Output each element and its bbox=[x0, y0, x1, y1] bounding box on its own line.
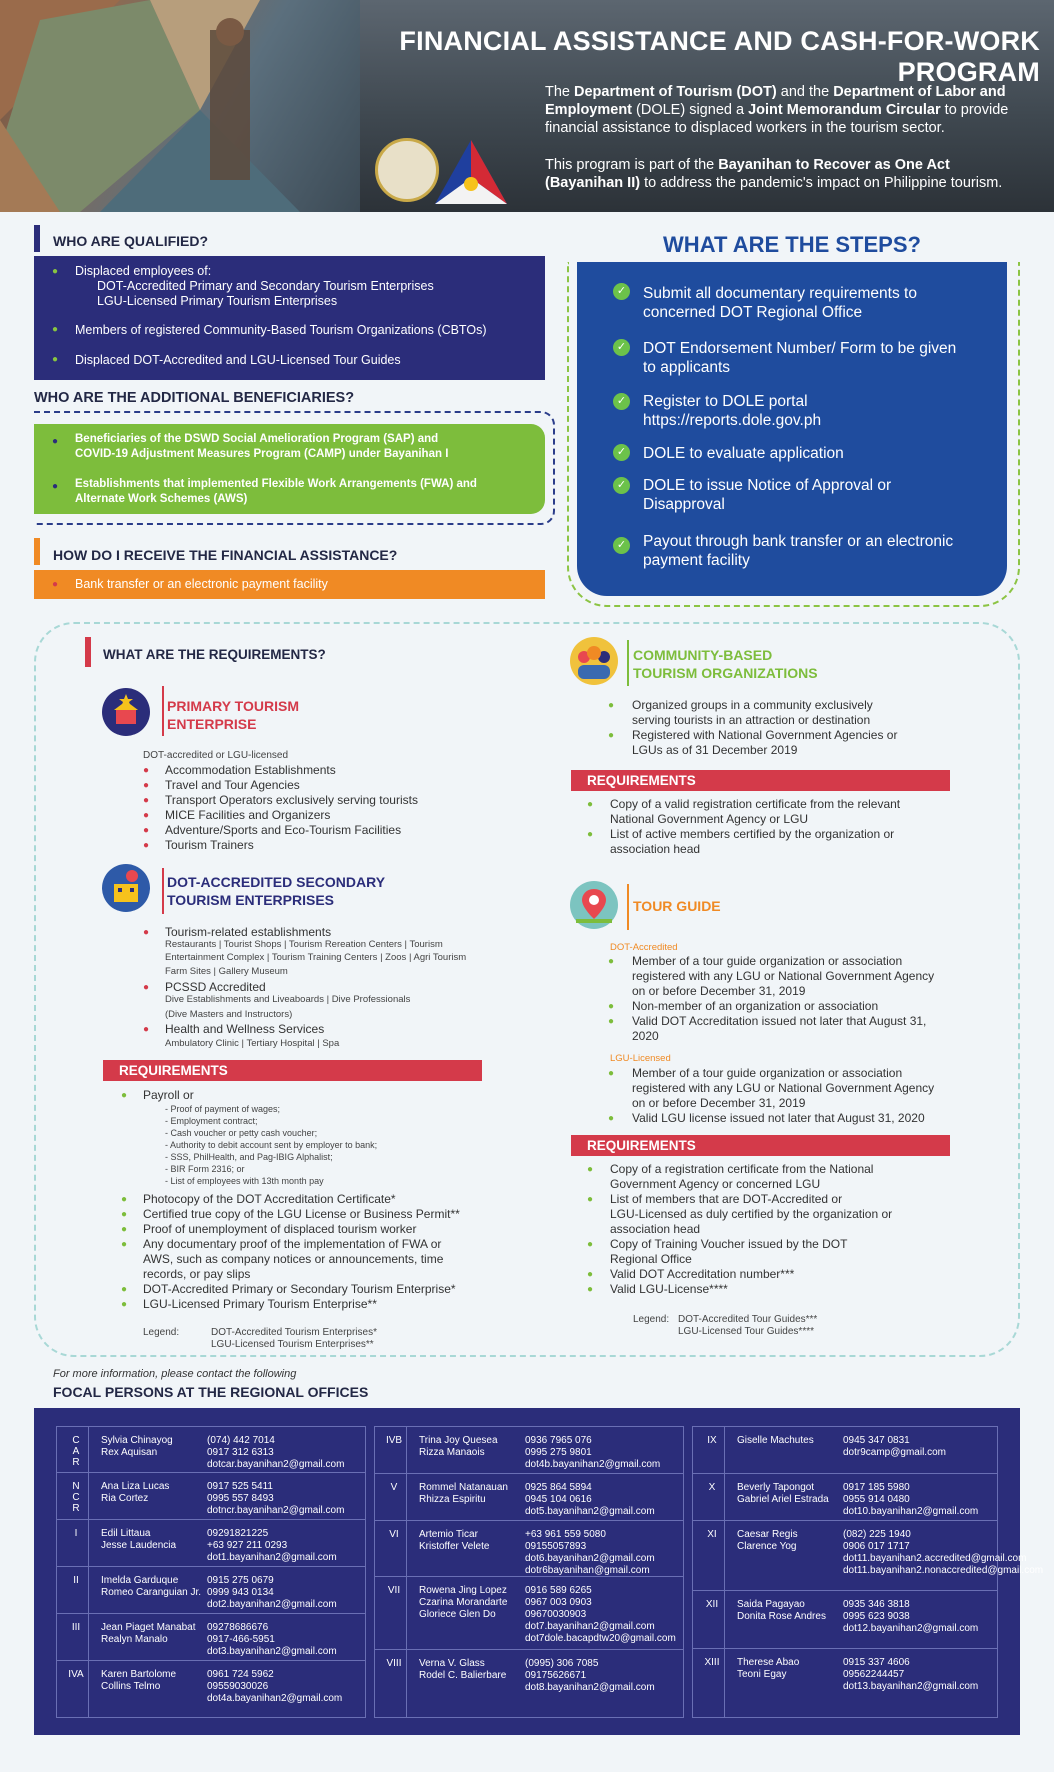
footer-title: FOCAL PERSONS AT THE REGIONAL OFFICES bbox=[53, 1384, 369, 1400]
focal-names: Caesar Regis Clarence Yog bbox=[737, 1529, 798, 1552]
secondary-title-1: DOT-ACCREDITED SECONDARY bbox=[167, 874, 386, 890]
payroll-sub-item: - Proof of payment of wages; bbox=[165, 1104, 281, 1114]
primary-item: Travel and Tour Agencies bbox=[165, 778, 300, 792]
primary-item: Tourism Trainers bbox=[165, 838, 254, 852]
focal-names: Edil Littaua Jesse Laudencia bbox=[101, 1528, 177, 1551]
guide-req-2b: LGU-Licensed as duly certified by the organization or bbox=[610, 1207, 893, 1221]
check-icon: ✓ bbox=[613, 393, 630, 410]
bullet-icon: ● bbox=[587, 1269, 594, 1280]
additional-beneficiaries-title: WHO ARE THE ADDITIONAL BENEFICIARIES? bbox=[34, 390, 355, 406]
header-photo-collage bbox=[0, 0, 360, 212]
bullet-icon: ● bbox=[121, 1299, 128, 1310]
additional-item-1b: COVID-19 Adjustment Measures Program (CAMP) under Bayanihan I bbox=[75, 448, 449, 460]
header-paragraph-1: The Department of Tourism (DOT) and the Department of Labor and Employment (DOLE) signed a Joint Memorandum Circular to provide financial assistance to displaced workers in the tourism sector. bbox=[545, 84, 1009, 136]
qualified-box bbox=[34, 256, 545, 380]
focal-row bbox=[57, 1427, 365, 1473]
qualified-item-1-sub-2: LGU-Licensed Primary Tourism Enterprises bbox=[97, 294, 338, 308]
payroll-sub-item: - Employment contract; bbox=[165, 1116, 258, 1126]
bullet-icon: ● bbox=[587, 829, 594, 840]
left-requirement-item: DOT-Accredited Primary or Secondary Tourism Enterprise* bbox=[143, 1282, 456, 1296]
bullet-icon: ● bbox=[143, 795, 150, 806]
bullet-icon: ● bbox=[608, 956, 615, 967]
focal-row bbox=[375, 1577, 683, 1650]
cbto-requirements-label: REQUIREMENTS bbox=[571, 770, 950, 791]
focal-column-2 bbox=[374, 1426, 684, 1718]
additional-item-2a: Establishments that implemented Flexible Work Arrangements (FWA) and bbox=[75, 478, 477, 490]
focal-column-3 bbox=[692, 1426, 1044, 1718]
dot-seal-logo bbox=[375, 138, 439, 202]
additional-beneficiaries-box bbox=[34, 424, 545, 514]
cbto-req-1b: National Government Agency or LGU bbox=[610, 812, 809, 826]
focal-names: Therese Abao Teoni Egay bbox=[737, 1657, 800, 1680]
left-legend-2: LGU-Licensed Tourism Enterprises** bbox=[211, 1339, 374, 1350]
receive-title: HOW DO I RECEIVE THE FINANCIAL ASSISTANCE? bbox=[53, 547, 398, 563]
bullet-icon: ● bbox=[143, 927, 150, 938]
region-code: IX bbox=[707, 1435, 717, 1446]
focal-contacts: 0961 724 5962 09559030026 dot4a.bayanihan2@gmail.com bbox=[207, 1669, 343, 1704]
focal-contacts: (082) 225 1940 0906 017 1717 dot11.bayanihan2.accredited@gmail.com dot11.bayanihan2.nonaccredited@gmail.com bbox=[843, 1529, 1044, 1576]
left-requirement-item: Proof of unemployment of displaced tourism worker bbox=[143, 1222, 417, 1236]
region-code: C A R bbox=[72, 1435, 80, 1468]
bullet-icon: ● bbox=[587, 1239, 594, 1250]
region-code: IVA bbox=[68, 1669, 84, 1680]
header-title: FINANCIAL ASSISTANCE AND CASH-FOR-WORK PROGRAM bbox=[399, 26, 1040, 87]
secondary-item-1: Tourism-related establishments bbox=[165, 925, 332, 939]
guide-dot-1a: Member of a tour guide organization or association bbox=[632, 954, 903, 968]
step-5: DOLE to issue Notice of Approval or Disapproval bbox=[643, 477, 892, 513]
guide-legend-1: DOT-Accredited Tour Guides*** bbox=[678, 1314, 818, 1325]
focal-row bbox=[375, 1650, 683, 1719]
left-requirement-item: Any documentary proof of the implementation of FWA or bbox=[143, 1237, 442, 1251]
qualified-accent-bar bbox=[34, 225, 40, 252]
focal-names: Jean Piaget Manabat Realyn Manalo bbox=[101, 1622, 196, 1645]
region-code: N C R bbox=[72, 1481, 80, 1514]
left-requirement-item: LGU-Licensed Primary Tourism Enterprise** bbox=[143, 1297, 377, 1311]
focal-contacts: 0916 589 6265 0967 003 0903 09670030903 dot7.bayanihan2@gmail.com dot7dole.bacapdtw20@gmail.com bbox=[525, 1585, 676, 1644]
region-code: IVB bbox=[385, 1435, 403, 1446]
payroll-sub-item: - Cash voucher or petty cash voucher; bbox=[165, 1128, 318, 1138]
bullet-icon: ● bbox=[143, 1024, 150, 1035]
bullet-icon: ● bbox=[121, 1239, 128, 1250]
secondary-item-2-detail-1: Dive Establishments and Liveaboards | Dive Professionals bbox=[165, 994, 411, 1005]
primary-title-1: PRIMARY TOURISM bbox=[167, 698, 299, 714]
bullet-icon: ● bbox=[143, 810, 150, 821]
dot-accredited-label: DOT-Accredited bbox=[610, 942, 678, 953]
guide-lgu-2: Valid LGU license issued not later that August 31, 2020 bbox=[632, 1111, 925, 1125]
receive-accent-bar bbox=[34, 538, 40, 565]
focal-row bbox=[693, 1521, 1044, 1591]
region-code: III bbox=[71, 1622, 81, 1633]
bullet-icon: ● bbox=[143, 825, 150, 836]
guide-req-1a: Copy of a registration certificate from the National bbox=[610, 1162, 874, 1176]
focal-row bbox=[57, 1567, 365, 1614]
region-code: V bbox=[390, 1482, 398, 1493]
tour-guide-icon bbox=[570, 881, 618, 929]
steps-title: WHAT ARE THE STEPS? bbox=[663, 232, 921, 257]
focal-row bbox=[57, 1473, 365, 1520]
header-banner bbox=[0, 0, 1054, 212]
steps-box bbox=[577, 262, 1007, 596]
payroll-sub-item: - List of employees with 13th month pay bbox=[165, 1176, 324, 1186]
payroll-sub-item: - BIR Form 2316; or bbox=[165, 1164, 245, 1174]
check-icon: ✓ bbox=[613, 537, 630, 554]
check-icon: ✓ bbox=[613, 339, 630, 356]
focal-row bbox=[693, 1474, 997, 1521]
primary-title-2: ENTERPRISE bbox=[167, 716, 257, 732]
guide-legend-label: Legend: bbox=[633, 1314, 670, 1325]
left-legend-1: DOT-Accredited Tourism Enterprises* bbox=[211, 1327, 377, 1338]
bullet-icon: ● bbox=[608, 1113, 615, 1124]
bullet-icon: ● bbox=[608, 1001, 615, 1012]
left-requirement-item: AWS, such as company notices or announcements, time bbox=[143, 1252, 444, 1266]
bullet-icon: ● bbox=[143, 982, 150, 993]
primary-note: DOT-accredited or LGU-licensed bbox=[143, 750, 289, 761]
primary-item: MICE Facilities and Organizers bbox=[165, 808, 331, 822]
bullet-icon: ● bbox=[587, 799, 594, 810]
left-requirement-item: Photocopy of the DOT Accreditation Certificate* bbox=[143, 1192, 396, 1206]
step-6: Payout through bank transfer or an electronic payment facility bbox=[643, 533, 954, 569]
primary-divider bbox=[162, 686, 164, 736]
focal-names: Rowena Jing Lopez Czarina Morandarte Gloriece Glen Do bbox=[419, 1585, 508, 1620]
focal-contacts: 0915 337 4606 09562244457 dot13.bayanihan2@gmail.com bbox=[843, 1657, 979, 1692]
bullet-icon: ● bbox=[143, 780, 150, 791]
cbto-divider bbox=[627, 640, 629, 686]
bullet-icon: ● bbox=[52, 266, 59, 277]
bullet-icon: ● bbox=[587, 1194, 594, 1205]
receive-item: Bank transfer or an electronic payment facility bbox=[75, 577, 328, 591]
region-code: VI bbox=[389, 1529, 399, 1540]
focal-row bbox=[693, 1427, 997, 1474]
bullet-icon: ● bbox=[587, 1284, 594, 1295]
bullet-icon: ● bbox=[121, 1194, 128, 1205]
cbto-req-1a: Copy of a valid registration certificate from the relevant bbox=[610, 797, 901, 811]
guide-req-3a: Copy of Training Voucher issued by the DOT bbox=[610, 1237, 848, 1251]
cbto-req-2b: association head bbox=[610, 842, 701, 856]
bullet-icon: ● bbox=[608, 730, 615, 741]
secondary-enterprise-icon bbox=[102, 864, 150, 912]
focal-contacts: 0917 525 5411 0995 557 8493 dotncr.bayanihan2@gmail.com bbox=[207, 1481, 345, 1516]
requirements-accent-bar bbox=[85, 637, 91, 667]
focal-row bbox=[57, 1520, 365, 1567]
focal-contacts: 0936 7965 076 0995 275 9801 dot4b.bayanihan2@gmail.com bbox=[525, 1435, 661, 1470]
region-code: XIII bbox=[704, 1657, 720, 1668]
focal-contacts: (074) 442 7014 0917 312 6313 dotcar.bayanihan2@gmail.com bbox=[207, 1435, 345, 1470]
step-4: DOLE to evaluate application bbox=[643, 445, 844, 462]
tour-guide-title: TOUR GUIDE bbox=[633, 898, 721, 914]
tour-guide-divider bbox=[627, 884, 629, 930]
focal-names: Trina Joy Quesea Rizza Manaois bbox=[419, 1435, 498, 1458]
focal-persons-box bbox=[34, 1408, 1044, 1735]
bullet-icon: ● bbox=[52, 481, 59, 492]
focal-names: Beverly Tapongot Gabriel Ariel Estrada bbox=[737, 1482, 829, 1505]
secondary-item-2-detail-2: (Dive Masters and Instructors) bbox=[165, 1009, 293, 1020]
secondary-item-3: Health and Wellness Services bbox=[165, 1022, 325, 1036]
focal-names: Rommel Natanauan Rhizza Espiritu bbox=[419, 1482, 508, 1505]
guide-lgu-1a: Member of a tour guide organization or association bbox=[632, 1066, 903, 1080]
secondary-title-2: TOURISM ENTERPRISES bbox=[167, 892, 334, 908]
qualified-item-2: Members of registered Community-Based Tourism Organizations (CBTOs) bbox=[75, 323, 487, 337]
focal-contacts: (0995) 306 7085 09175626671 dot8.bayanihan2@gmail.com bbox=[525, 1658, 655, 1693]
bullet-icon: ● bbox=[608, 700, 615, 711]
guide-req-4: Valid DOT Accreditation number*** bbox=[610, 1267, 795, 1281]
left-legend-label: Legend: bbox=[143, 1327, 180, 1338]
guide-dot-2: Non-member of an organization or association bbox=[632, 999, 879, 1013]
footer-note: For more information, please contact the following bbox=[53, 1368, 297, 1380]
region-code: II bbox=[73, 1575, 79, 1586]
bullet-icon: ● bbox=[121, 1209, 128, 1220]
step-3: Register to DOLE portal https://reports.dole.gov.ph bbox=[643, 393, 822, 429]
focal-contacts: 09278686676 0917-466-5951 dot3.bayanihan2@gmail.com bbox=[207, 1622, 337, 1657]
additional-item-2b: Alternate Work Schemes (AWS) bbox=[75, 493, 248, 505]
step-1: Submit all documentary requirements to concerned DOT Regional Office bbox=[643, 285, 917, 321]
region-code: VII bbox=[387, 1585, 401, 1596]
bullet-icon: ● bbox=[608, 1016, 615, 1027]
secondary-item-1-detail-3: Farm Sites | Gallery Museum bbox=[165, 966, 288, 977]
focal-contacts: 0915 275 0679 0999 943 0134 dot2.bayanihan2@gmail.com bbox=[207, 1575, 337, 1610]
payroll-sub-item: - Authority to debit account sent by employer to bank; bbox=[165, 1140, 378, 1150]
secondary-item-3-detail-1: Ambulatory Clinic | Tertiary Hospital | Spa bbox=[165, 1038, 340, 1049]
region-code: X bbox=[708, 1482, 716, 1493]
secondary-divider bbox=[162, 868, 164, 914]
focal-row bbox=[57, 1661, 365, 1718]
cbto-icon bbox=[570, 637, 618, 685]
region-code: XII bbox=[705, 1599, 719, 1610]
qualified-item-1-sub-1: DOT-Accredited Primary and Secondary Tourism Enterprises bbox=[97, 279, 434, 293]
cbto-item-2a: Registered with National Government Agencies or bbox=[632, 728, 898, 742]
focal-contacts: 0917 185 5980 0955 914 0480 dot10.bayanihan2@gmail.com bbox=[843, 1482, 979, 1517]
guide-lgu-1c: on or before December 31, 2019 bbox=[632, 1096, 806, 1110]
additional-item-1a: Beneficiaries of the DSWD Social Amelioration Program (SAP) and bbox=[75, 433, 439, 445]
region-code: I bbox=[74, 1528, 78, 1539]
focal-contacts: 09291821225 +63 927 211 0293 dot1.bayanihan2@gmail.com bbox=[207, 1528, 337, 1563]
secondary-item-1-detail-1: Restaurants | Tourist Shops | Tourism Rereation Centers | Tourism bbox=[165, 939, 443, 950]
focal-column-1 bbox=[56, 1426, 366, 1718]
guide-req-2a: List of members that are DOT-Accredited or bbox=[610, 1192, 843, 1206]
focal-row bbox=[693, 1649, 997, 1719]
cbto-title-1: COMMUNITY-BASED bbox=[633, 647, 773, 663]
guide-legend-2: LGU-Licensed Tour Guides**** bbox=[678, 1326, 815, 1337]
focal-contacts: 0945 347 0831 dotr9camp@gmail.com bbox=[843, 1435, 946, 1458]
step-2: DOT Endorsement Number/ Form to be given to applicants bbox=[643, 340, 957, 376]
bullet-icon: ● bbox=[52, 579, 59, 590]
focal-contacts: 0925 864 5894 0945 104 0616 dot5.bayanihan2@gmail.com bbox=[525, 1482, 655, 1517]
focal-row bbox=[375, 1427, 683, 1474]
bullet-icon: ● bbox=[143, 840, 150, 851]
cbto-title-2: TOURISM ORGANIZATIONS bbox=[633, 665, 818, 681]
bullet-icon: ● bbox=[121, 1224, 128, 1235]
focal-names: Artemio Ticar Kristoffer Velete bbox=[419, 1529, 490, 1552]
primary-item: Adventure/Sports and Eco-Tourism Facilities bbox=[165, 823, 402, 837]
requirements-title: WHAT ARE THE REQUIREMENTS? bbox=[103, 647, 326, 662]
lgu-licensed-label: LGU-Licensed bbox=[610, 1053, 671, 1064]
dole-logo bbox=[433, 138, 509, 206]
cbto-req-2a: List of active members certified by the organization or bbox=[610, 827, 895, 841]
cbto-item-1a: Organized groups in a community exclusively bbox=[632, 698, 873, 712]
guide-dot-3b: 2020 bbox=[632, 1029, 659, 1043]
focal-contacts: 0935 346 3818 0995 623 9038 dot12.bayanihan2@gmail.com bbox=[843, 1599, 979, 1634]
left-requirement-item: records, or pay slips bbox=[143, 1267, 251, 1281]
region-code: XI bbox=[707, 1529, 717, 1540]
bullet-icon: ● bbox=[587, 1164, 594, 1175]
focal-names: Verna V. Glass Rodel C. Balierbare bbox=[419, 1658, 507, 1681]
focal-names: Sylvia Chinayog Rex Aquisan bbox=[101, 1435, 173, 1458]
focal-row bbox=[375, 1474, 683, 1521]
guide-req-2c: association head bbox=[610, 1222, 701, 1236]
bullet-icon: ● bbox=[52, 436, 59, 447]
focal-names: Ana Liza Lucas Ria Cortez bbox=[101, 1481, 170, 1504]
region-code: VIII bbox=[386, 1658, 402, 1669]
guide-dot-1b: registered with any LGU or National Government Agency bbox=[632, 969, 935, 983]
check-icon: ✓ bbox=[613, 283, 630, 300]
secondary-item-2: PCSSD Accredited bbox=[165, 980, 266, 994]
primary-enterprise-icon bbox=[102, 688, 150, 736]
cbto-item-2b: LGUs as of 31 December 2019 bbox=[632, 743, 798, 757]
bullet-icon: ● bbox=[143, 765, 150, 776]
cbto-item-1b: serving tourists in an attraction or destination bbox=[632, 713, 871, 727]
qualified-title: WHO ARE QUALIFIED? bbox=[53, 233, 209, 249]
focal-row bbox=[57, 1614, 365, 1661]
bullet-icon: ● bbox=[121, 1090, 128, 1101]
bullet-icon: ● bbox=[52, 354, 59, 365]
guide-req-3b: Regional Office bbox=[610, 1252, 692, 1266]
guide-dot-1c: on or before December 31, 2019 bbox=[632, 984, 806, 998]
focal-names: Saida Pagayao Donita Rose Andres bbox=[737, 1599, 826, 1622]
guide-dot-3a: Valid DOT Accreditation issued not later that August 31, bbox=[632, 1014, 927, 1028]
check-icon: ✓ bbox=[613, 444, 630, 461]
payroll-sub-item: - SSS, PhilHealth, and Pag-IBIG Alphalist; bbox=[165, 1152, 333, 1162]
focal-row bbox=[693, 1591, 997, 1649]
focal-row bbox=[375, 1521, 683, 1577]
qualified-item-3: Displaced DOT-Accredited and LGU-Licensed Tour Guides bbox=[75, 353, 401, 367]
bullet-icon: ● bbox=[608, 1068, 615, 1079]
focal-names: Giselle Machutes bbox=[737, 1435, 814, 1446]
bullet-icon: ● bbox=[52, 324, 59, 335]
left-requirement-item: Certified true copy of the LGU License or Business Permit** bbox=[143, 1207, 460, 1221]
guide-req-5: Valid LGU-License**** bbox=[610, 1282, 728, 1296]
secondary-item-1-detail-2: Entertainment Complex | Tourism Training Centers | Zoos | Agri Tourism bbox=[165, 952, 467, 963]
focal-names: Imelda Garduque Romeo Caranguian Jr. bbox=[101, 1575, 202, 1598]
receive-box bbox=[34, 570, 545, 599]
qualified-item-1: Displaced employees of: bbox=[75, 264, 212, 278]
check-icon: ✓ bbox=[613, 477, 630, 494]
payroll-item: Payroll or bbox=[143, 1088, 194, 1102]
primary-item: Accommodation Establishments bbox=[165, 763, 336, 777]
photo-collage-graphic bbox=[0, 0, 360, 212]
bullet-icon: ● bbox=[121, 1284, 128, 1295]
header-paragraph-2: This program is part of the Bayanihan to Recover as One Act (Bayanihan II) to address the pandemic's impact on Philippine tourism. bbox=[545, 157, 1003, 191]
focal-names: Karen Bartolome Collins Telmo bbox=[101, 1669, 177, 1692]
guide-lgu-1b: registered with any LGU or National Government Agency bbox=[632, 1081, 935, 1095]
guide-requirements-label: REQUIREMENTS bbox=[571, 1135, 950, 1156]
focal-contacts: +63 961 559 5080 09155057893 dot6.bayanihan2@gmail.com dotr6bayanihan@gmail.com bbox=[525, 1529, 655, 1576]
primary-item: Transport Operators exclusively serving tourists bbox=[165, 793, 418, 807]
left-requirements-label: REQUIREMENTS bbox=[103, 1060, 482, 1081]
guide-req-1b: Government Agency or concerned LGU bbox=[610, 1177, 821, 1191]
